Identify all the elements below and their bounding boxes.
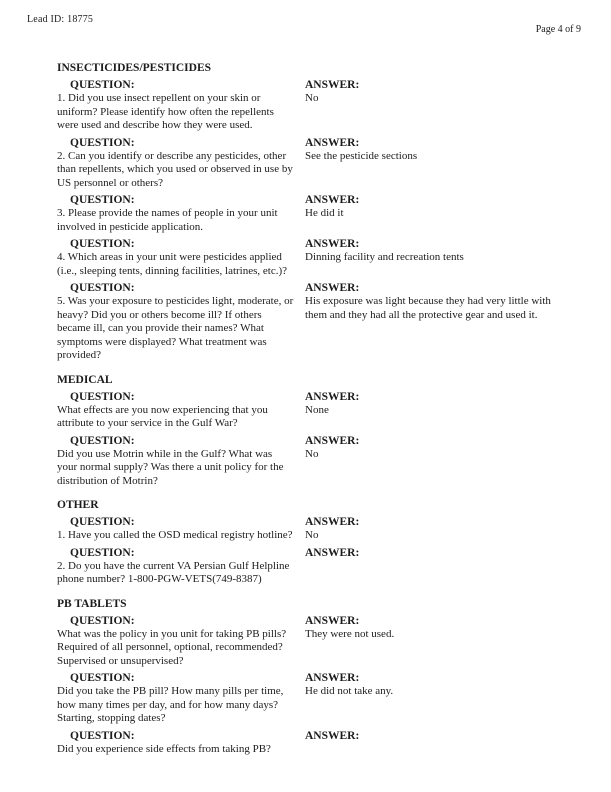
question-text: 3. Please provide the names of people in your unit involved in pesticide application. (57, 207, 278, 233)
answer-column (305, 193, 559, 221)
qa-row (57, 193, 559, 234)
question-text: Did you use Motrin while in the Gulf? What was your normal supply? Was there a unit policy for the distribution of Motrin? (57, 447, 284, 487)
question-label: QUESTION: (70, 614, 135, 627)
section (57, 499, 559, 587)
answer-column (305, 434, 559, 462)
question-column (57, 546, 305, 587)
qa-row (57, 237, 559, 278)
answer-label: ANSWER: (305, 390, 360, 403)
question-column (57, 281, 305, 363)
answer-text: They were not used. (305, 627, 395, 640)
question-column (57, 78, 305, 133)
answer-column (305, 729, 559, 743)
answer-text: No (305, 447, 319, 460)
answer-column (305, 136, 559, 164)
question-column (57, 434, 305, 489)
answer-label: ANSWER: (305, 546, 360, 559)
answer-text: No (305, 529, 319, 541)
question-text: Did you take the PB pill? How many pills per time, how many times per day, and for how many days? Starting, stopping dates? (57, 685, 284, 724)
qa-list (57, 515, 559, 587)
answer-text: He did not take any. (305, 685, 394, 697)
lead-id-label: Lead ID: 18775 (27, 14, 94, 25)
question-text: 4. Which areas in your unit were pesticides applied (i.e., sleeping tents, dinning facilities, latrines, etc.)? (57, 251, 288, 277)
answer-label: ANSWER: (305, 434, 360, 447)
section (57, 62, 559, 363)
answer-column (305, 614, 559, 642)
question-label: QUESTION: (70, 546, 135, 559)
question-text: 2. Can you identify or describe any pesticides, other than repellents, which you used or observed in use by US personnel or others? (57, 149, 293, 189)
question-column (57, 614, 305, 669)
answer-label: ANSWER: (305, 79, 360, 91)
qa-row (57, 515, 559, 543)
question-label: QUESTION: (70, 194, 135, 206)
question-label: QUESTION: (70, 79, 135, 91)
qa-row (57, 390, 559, 431)
answer-column (305, 78, 559, 106)
answer-text: No (305, 92, 319, 104)
answer-label: ANSWER: (305, 516, 360, 528)
answer-text: None (305, 403, 329, 416)
question-text: 1. Did you use insect repellent on your skin or uniform? Please identify how often the repellents were used and describe how they were used. (57, 92, 274, 131)
question-label: QUESTION: (70, 238, 135, 250)
qa-row (57, 671, 559, 726)
answer-label: ANSWER: (305, 729, 360, 742)
answer-text: See the pesticide sections (305, 149, 418, 162)
answer-column (305, 237, 559, 265)
question-label: QUESTION: (70, 672, 135, 684)
question-label: QUESTION: (70, 516, 135, 528)
qa-row (57, 78, 559, 133)
answer-column (305, 515, 559, 543)
qa-list (57, 78, 559, 363)
question-column (57, 671, 305, 726)
qa-row (57, 434, 559, 489)
answer-label: ANSWER: (305, 136, 360, 149)
question-text: Did you experience side effects from taking PB? (57, 742, 271, 755)
answer-label: ANSWER: (305, 238, 360, 250)
section-title: INSECTICIDES/PESTICIDES (57, 62, 212, 74)
answer-label: ANSWER: (305, 672, 360, 684)
section-title: OTHER (57, 499, 99, 511)
question-label: QUESTION: (70, 136, 135, 149)
answer-column (305, 671, 559, 699)
answer-column (305, 546, 559, 560)
qa-row (57, 546, 559, 587)
question-text: 5. Was your exposure to pesticides light, moderate, or heavy? Did you or others become ill? If others became ill, can you provide their names? What symptoms were displayed? What treatment was provided? (57, 295, 294, 361)
question-column (57, 136, 305, 191)
question-column (57, 193, 305, 234)
qa-row (57, 729, 559, 757)
section-title: MEDICAL (57, 373, 113, 386)
question-label: QUESTION: (70, 729, 135, 742)
qa-list (57, 614, 559, 757)
answer-column (305, 281, 559, 322)
question-text: What effects are you now experiencing that you attribute to your service in the Gulf War? (57, 403, 268, 429)
sections-container (57, 62, 559, 767)
question-text: 1. Have you called the OSD medical registry hotline? (57, 529, 293, 541)
answer-text: Dinning facility and recreation tents (305, 251, 464, 263)
question-column (57, 515, 305, 543)
qa-row (57, 281, 559, 363)
question-label: QUESTION: (70, 434, 135, 447)
question-label: QUESTION: (70, 390, 135, 403)
question-label: QUESTION: (70, 282, 135, 294)
section (57, 374, 559, 489)
section-title: PB TABLETS (57, 597, 127, 610)
answer-text: His exposure was light because they had very little with them and they had all the protective gear and used it. (305, 295, 551, 321)
section (57, 598, 559, 757)
answer-label: ANSWER: (305, 282, 360, 294)
qa-row (57, 614, 559, 669)
qa-list (57, 390, 559, 489)
question-column (57, 237, 305, 278)
answer-text: He did it (305, 207, 344, 219)
answer-label: ANSWER: (305, 614, 360, 627)
qa-row (57, 136, 559, 191)
question-column (57, 729, 305, 757)
question-text: What was the policy in you unit for taking PB pills? Required of all personnel, optional, recommended? Supervised or unsupervised? (57, 627, 287, 667)
question-text: 2. Do you have the current VA Persian Gulf Helpline phone number? 1-800-PGW-VETS(749-8387) (57, 559, 290, 585)
answer-column (305, 390, 559, 418)
answer-label: ANSWER: (305, 194, 360, 206)
page-number-label: Page 4 of 9 (535, 24, 581, 35)
question-column (57, 390, 305, 431)
